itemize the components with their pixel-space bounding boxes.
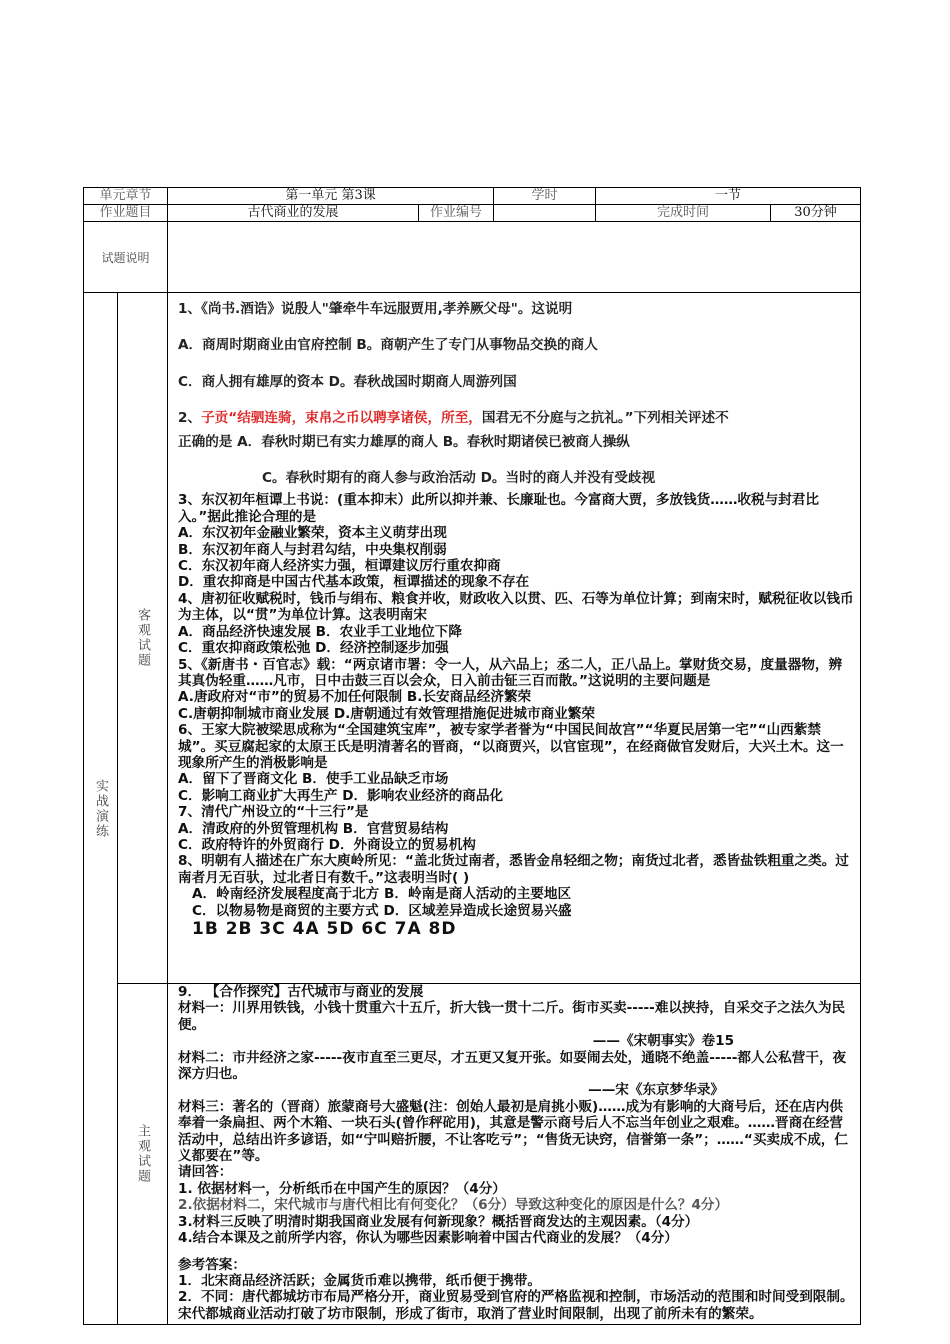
description-row (84, 222, 861, 293)
q6-option-ab: A．留下了晋商文化 B．使手工业品缺乏市场 (178, 771, 449, 788)
header-row-1 (84, 188, 861, 205)
q9-title: 9． 【合作探究】古代城市与商业的发展 (178, 984, 424, 1000)
subjective-row (84, 984, 861, 1325)
desc-label: 试题说明 (84, 222, 168, 293)
subjective-content (168, 984, 861, 1325)
unit-label: 单元章节 (84, 188, 168, 205)
reference-answer-2: 2．不同：唐代都城坊市布局严格分开，商业贸易受到官府的严格监视和控制，市场活动的范围和时间受到限制。宋代都城商业活动打破了坊市限制，形成了街市，取消了营业时间限制，出现了前所未有的繁荣。 (178, 1289, 854, 1322)
q2-rest: 国君无不分庭与之抗礼。”下列相关评述不 (481, 410, 729, 427)
q5-option-ab: A.唐政府对“市”的贸易不加任何限制 B.长安商品经济繁荣 (178, 689, 532, 706)
sub-question-2: 2.依据材料二，宋代城市与唐代相比有何变化？（6分）导致这种变化的原因是什么？4分） (178, 1197, 729, 1214)
q2-prefix: 2、 (178, 410, 202, 427)
sub-question-3: 3.材料三反映了明清时期我国商业发展有何新现象？概括晋商发达的主观因素。（4分） (178, 1213, 699, 1230)
task-label: 作业题目 (84, 205, 168, 222)
q1-option-cd: C．商人拥有雄厚的资本 D。春秋战国时期商人周游列国 (178, 373, 517, 390)
q6-option-cd: C．影响工商业扩大再生产 D．影响农业经济的商品化 (178, 787, 504, 804)
time-label: 完成时间 (596, 205, 771, 222)
material-3: 材料三：著名的（晋商）旅蒙商号大盛魁(注：创始人最初是肩挑小贩)……成为有影响的大商号后，还在店内供奉着一条扁担、两个木箱、一块石头(曾作秤砣用)，其意是警示商号后人不忘当年创业之艰难。……晋商在经营活动中，总结出许多谚语，如“宁叫赔折腰，不让客吃亏”；“售货无诀窍，信誉第一条”；……“买卖成不成，仁义都要在”等。 (178, 1098, 848, 1165)
q5: 5、《新唐书・百官志》载：“两京诸市署：令一人，从六品上；丞二人，正八品上。掌财货交易，度量器物，辨其真伪轻重……凡市，日中击鼓三百以会众，日入前击钲三百而散。”这说明的主要问题是 (178, 656, 843, 689)
material-2-source: ——宋《东京梦华录》 (588, 1082, 725, 1099)
code-label: 作业编号 (419, 205, 494, 222)
q3-option-d: D．重农抑商是中国古代基本政策，桓谭描述的现象不存在 (178, 574, 530, 591)
header-row-2 (84, 205, 861, 222)
material-1-source: ——《宋朝事实》卷15 (592, 1033, 735, 1050)
q2 (178, 410, 854, 426)
q2-option-ab: 正确的是 A．春秋时期已有实力雄厚的商人 B。春秋时期诸侯已被商人操纵 (178, 433, 630, 450)
code-value (494, 205, 596, 222)
reference-answer-1: 1．北宋商品经济活跃；金属货币难以携带，纸币便于携带。 (178, 1272, 541, 1289)
q8-option-ab: A．岭南经济发展程度高于北方 B．岭南是商人活动的主要地区 (192, 886, 572, 903)
q2-option-cd: C。春秋时期有的商人参与政治活动 D。当时的商人并没有受歧视 (262, 470, 656, 487)
subjective-label: 主观试题 (135, 1124, 150, 1184)
practice-label: 实战演练 (93, 778, 108, 839)
q3-option-a: A．东汉初年金融业繁荣，资本主义萌芽出现 (178, 525, 447, 542)
material-1: 材料一：川界用铁钱，小钱十贯重六十五斤，折大钱一贯十二斤。街市买卖-----难以挟持，自采交子之法久为民便。 (178, 1000, 846, 1033)
homework-table (83, 187, 861, 1325)
q7: 7、清代广州设立的“十三行”是 (178, 804, 369, 821)
q4-option-cd: C．重农抑商政策松弛 D．经济控制逐步加强 (178, 640, 449, 657)
q4-option-ab: A．商品经济快速发展 B．农业手工业地位下降 (178, 623, 462, 640)
objective-section (118, 293, 168, 984)
reference-label: 参考答案： (178, 1256, 246, 1273)
time-value: 30分钟 (771, 205, 861, 222)
objective-content (168, 293, 861, 984)
sub-question-4: 4.结合本课及之前所学内容，你认为哪些因素影响着中国古代商业的发展？（4分） (178, 1230, 678, 1247)
ask-label: 请回答： (178, 1164, 233, 1181)
material-2: 材料二：市井经济之家-----夜市直至三更尽，才五更又复开张。如耍闹去处，通晓不绝盖-----都人公私营干，夜深方归也。 (178, 1049, 847, 1083)
subjective-section (118, 984, 168, 1325)
q2-quote: 子贡“结驷连骑，束帛之币以聘享诸侯，所至， (201, 410, 482, 427)
q3-option-b: B．东汉初年商人与封君勾结，中央集权削弱 (178, 541, 447, 558)
q8: 8、明朝有人描述在广东大庾岭所见：“盖北货过南者，悉皆金帛轻细之物；南货过北者，悉皆盐铁粗重之类。过南者月无百驮，过北者日有数千。”这表明当时( ) (178, 853, 849, 886)
hours-value: 一节 (596, 188, 861, 205)
q8-option-cd: C．以物易物是商贸的主要方式 D．区域差异造成长途贸易兴盛 (192, 902, 572, 919)
objective-answers: 1B 2B 3C 4A 5D 6C 7A 8D (192, 919, 457, 939)
q7-option-cd: C．政府特许的外贸商行 D．外商设立的贸易机构 (178, 836, 476, 853)
practice-section (84, 293, 118, 1325)
q5-option-cd: C.唐朝抑制城市商业发展 D.唐朝通过有效管理措施促进城市商业繁荣 (178, 705, 595, 722)
hours-label: 学时 (494, 188, 596, 205)
objective-row (84, 293, 861, 984)
q3: 3、东汉初年桓谭上书说：(重本抑末）此所以抑并兼、长廉耻也。今富商大贾，多放钱货……收税与封君比入。”据此推论合理的是 (178, 492, 819, 525)
desc-value (168, 222, 861, 293)
q1: 1、《尚书.酒诰》说殷人"肇牵牛车远服贾用,孝养厥父母"。这说明 (178, 301, 573, 317)
q7-option-ab: A．清政府的外贸管理机构 B．官营贸易结构 (178, 820, 449, 837)
unit-value: 第一单元 第3课 (168, 188, 494, 205)
q3-option-c: C．东汉初年商人经济实力强，桓谭建议厉行重农抑商 (178, 558, 501, 575)
q6: 6、王家大院被梁思成称为“全国建筑宝库”，被专家学者誉为“中国民间故宫”“华夏民居第一宅”“山西紫禁城”。买豆腐起家的太原王氏是明清著名的晋商，“以商贾兴，以官宦现”，在经商做官发财后，大兴土木。这一现象所产生的消极影响是 (178, 722, 844, 771)
objective-label: 客观试题 (135, 608, 150, 668)
q4: 4、唐初征收赋税时，钱币与绢布、粮食并收，财政收入以贯、匹、石等为单位计算；到南宋时，赋税征收以钱币为主体，以“贯”为单位计算。这表明南宋 (178, 590, 854, 624)
task-value: 古代商业的发展 (168, 205, 419, 222)
q1-option-ab: A．商周时期商业由官府控制 B。商朝产生了专门从事物品交换的商人 (178, 337, 598, 354)
sub-question-1: 1. 依据材料一，分析纸币在中国产生的原因？（4分） (178, 1180, 506, 1197)
